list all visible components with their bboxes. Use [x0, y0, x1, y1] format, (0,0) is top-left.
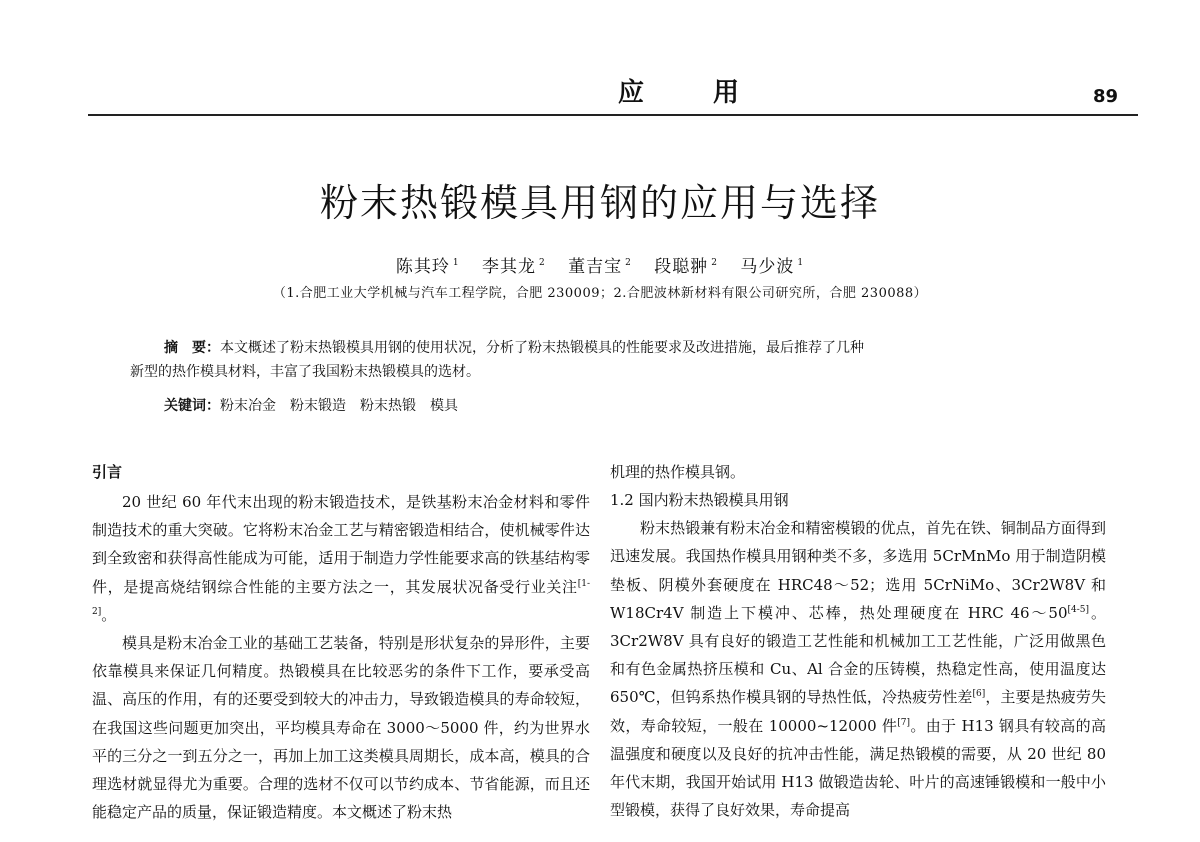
- keyword: 粉末冶金: [220, 398, 276, 414]
- left-column: [92, 458, 590, 826]
- author-name: 段聪翀: [654, 257, 709, 277]
- author-name: 陈其玲: [395, 257, 450, 277]
- keyword: 粉末锻造: [290, 398, 346, 414]
- paragraph-text: ，主要是热疲劳失效，寿命较短，一般在 10000~12000 件: [610, 688, 1106, 735]
- keywords: [164, 396, 472, 416]
- author: [568, 257, 632, 277]
- citation: [4-5]: [1067, 604, 1090, 615]
- running-header: [88, 78, 1138, 116]
- abstract: [130, 336, 1058, 384]
- paragraph: [92, 488, 590, 629]
- author-mark: 2: [538, 258, 546, 269]
- right-column: [610, 458, 1106, 824]
- keyword: 模具: [430, 398, 458, 414]
- author-mark: 1: [797, 258, 805, 269]
- author: [482, 257, 546, 277]
- author: [654, 257, 718, 277]
- paragraph-text: 。3Cr2W8V 具有良好的锻造工艺性能和机械加工工艺性能，广泛用做黑色和有色金属热挤压模和 Cu、Al 合金的压铸模，热稳定性高，使用温度达 650℃，但钨系热作模具钢的导热性低，冷热疲劳性差: [610, 603, 1106, 707]
- author-list: [0, 252, 1200, 277]
- keyword: 粉末热锻: [360, 398, 416, 414]
- author-mark: 2: [711, 258, 718, 269]
- author-name: 李其龙: [481, 257, 536, 277]
- abstract-text-1: 本文概述了粉末热锻模具用钢的使用状况，分析了粉末热锻模具的性能要求及改进措施，最后推荐了几种: [220, 340, 864, 356]
- affiliation: （1.合肥工业大学机械与汽车工程学院，合肥 230009；2.合肥波林新材料有限公司研究所，合肥 230088）: [272, 286, 928, 301]
- abstract-text-2: 新型的热作模具材料，丰富了我国粉末热锻模具的选材。: [130, 364, 480, 380]
- paragraph-text: 20 世纪 60 年代末出现的粉末锻造技术，是铁基粉末冶金材料和零件制造技术的重大突破。它将粉末冶金工艺与精密锻造相结合，使机械零件达到全致密和获得高性能成为可能，适用于制造力学性能要求高的铁基结构零件，是提高烧结钢综合性能的主要方法之一，其发展状况备受行业关注: [92, 493, 590, 596]
- subsection-heading: 1.2 国内粉末热锻模具用钢: [610, 491, 789, 510]
- author-name: 董吉宝: [568, 257, 623, 277]
- citation: [7]: [897, 717, 910, 728]
- keywords-label: 关键词：: [164, 398, 220, 414]
- section-name: 应 用: [618, 78, 770, 108]
- paragraph-text: 。: [101, 605, 117, 624]
- author-mark: 2: [625, 258, 632, 269]
- page-number: 89: [1092, 86, 1118, 107]
- citation: [6]: [972, 689, 986, 700]
- paragraph: [610, 514, 1106, 824]
- section-heading-introduction: 引言: [92, 463, 123, 481]
- paragraph: 模具是粉末冶金工业的基础工艺装备，特别是形状复杂的异形件，主要依靠模具来保证几何精度。热锻模具在比较恶劣的条件下工作，要承受高温、高压的作用，有的还要受到较大的冲击力，导致锻造模具的寿命较短，在我国这些问题更加突出，平均模具寿命在 3000～5000 件，约为世界水平的三分之一到五分之一，再加上加工这类模具周期长，成本高，模具的合理选材就显得尤为重要。合理的选材不仅可以节约成本、节省能源，而且还能稳定产品的质量，保证锻造精度。本文概述了粉末热: [92, 634, 590, 822]
- author-name: 马少波: [740, 257, 795, 277]
- abstract-line-1: [138, 336, 1058, 360]
- abstract-label: 摘 要：: [164, 340, 220, 356]
- paragraph-text: 。由于 H13 钢具有较高的高温强度和硬度以及良好的抗冲击性能，满足热锻模的需要，从 20 世纪 80 年代末期，我国开始试用 H13 做锻造齿轮、叶片的高速锤锻模和一般中小型锻模，获得了良好效果，寿命提高: [610, 716, 1106, 820]
- paragraph-text: 粉末热锻兼有粉末冶金和精密模锻的优点，首先在铁、铜制品方面得到迅速发展。我国热作模具用钢种类不多，多选用 5CrMnMo 用于制造阴模垫板、阴模外套硬度在 HRC48～52；选用 5CrNiMo、3Cr2W8V 和 W18Cr4V 制造上下模冲、芯棒，热处理硬度在 HRC 46～50: [610, 519, 1106, 622]
- author-mark: 1: [452, 258, 460, 269]
- paragraph: 机理的热作模具钢。: [610, 463, 746, 481]
- author: [396, 257, 460, 277]
- author: [740, 257, 804, 277]
- article-title: 粉末热锻模具用钢的应用与选择: [319, 181, 880, 225]
- citation: [1-2]: [92, 578, 590, 617]
